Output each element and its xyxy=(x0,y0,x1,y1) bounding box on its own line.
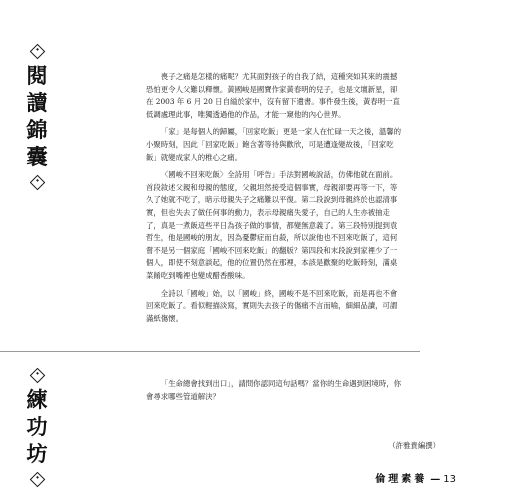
sidebar-char: 功 xyxy=(26,415,48,439)
diamond-ornament-icon xyxy=(29,175,45,191)
exercise-body xyxy=(146,378,402,408)
sidebar-reading-tips xyxy=(22,42,52,188)
author-credit: （許雅貴編撰） xyxy=(388,441,440,450)
section-divider xyxy=(0,351,420,352)
page-footer xyxy=(375,470,456,485)
sidebar-char: 坊 xyxy=(26,442,48,466)
diamond-ornament-icon xyxy=(29,472,45,488)
exercise-question: 「生命總會找到出口」，請問你認同這句話嗎？當你的生命遇到困境時，你會尋求哪些管道解決？ xyxy=(146,379,401,401)
article-paragraph: 全詩以「國峻」始，以「國峻」終，國峻不是不回來吃飯，而是再也不會回來吃飯了。看似輕描淡寫，實則失去孩子的傷痛不言而喻，細細品讀，可謂滿紙傷懷。 xyxy=(146,288,398,323)
article-paragraph: 喪子之痛是怎樣的痛呢？尤其面對孩子的自我了結，這種突如其來的震撼恐怕更令人父難以釋懷。黃國峻是國寶作家黃春明的兒子，也是文壇新星，卻在 2003 年 6 月 20 日自縊於家中，沒有留下遺書。事件發生後，黃春明一直低調處理此事，唯獨透過他的作品，才能一窺他的內心世界。 xyxy=(146,72,400,119)
page-number: 13 xyxy=(443,474,456,485)
diamond-ornament-icon xyxy=(29,368,45,384)
sidebar-char: 練 xyxy=(26,388,48,412)
book-title: 倫理素養 xyxy=(375,474,428,485)
sidebar-practice xyxy=(22,366,52,485)
article-paragraph: 「家」是每個人的歸屬，「回家吃飯」更是一家人在忙碌一天之後，溫馨的小聚時刻，因此「回家吃飯」飽含著等待與歡欣，可是遭逢變故後，「回家吃飯」就變成家人的椎心之痛。 xyxy=(146,127,401,162)
article-body xyxy=(146,71,402,330)
article-paragraph: 〈國峻不回來吃飯〉全詩用「呼告」手法對國峻說話，仿佛他就在面前。首段敘述父親和母親的態度，父親坦然接受這個事實，母親卻要再等一下，等久了她就不吃了，暗示母親失子之痛難以平復。第二段說到母親終於也認清事實，但也失去了做任何事的動力，表示母親痛失愛子，自己的人生亦被抽走了，真是一煮飯這些平日為孩子做的事情，都變無意義了。第三段特別提到袁哲生，他是國峻的朋友，因為憂鬱症而自殺，所以說他也不回來吃飯了，這何嘗不是另一個家庭「國峻不回來吃飯」的翻版？第四段和末段說到家裡少了一個人，即使不刻意談起，他的位置仍然在那裡，本該是歡聚的吃飯時刻，滿桌菜餚吃到嘴裡也變成醋香酸味。 xyxy=(146,170,398,280)
sidebar-char: 囊 xyxy=(26,145,48,169)
sidebar-char: 閱 xyxy=(26,64,48,88)
sidebar-char: 錦 xyxy=(26,118,48,142)
diamond-ornament-icon xyxy=(29,44,45,60)
footer-separator: — xyxy=(430,474,441,485)
sidebar-char: 讀 xyxy=(26,91,48,115)
